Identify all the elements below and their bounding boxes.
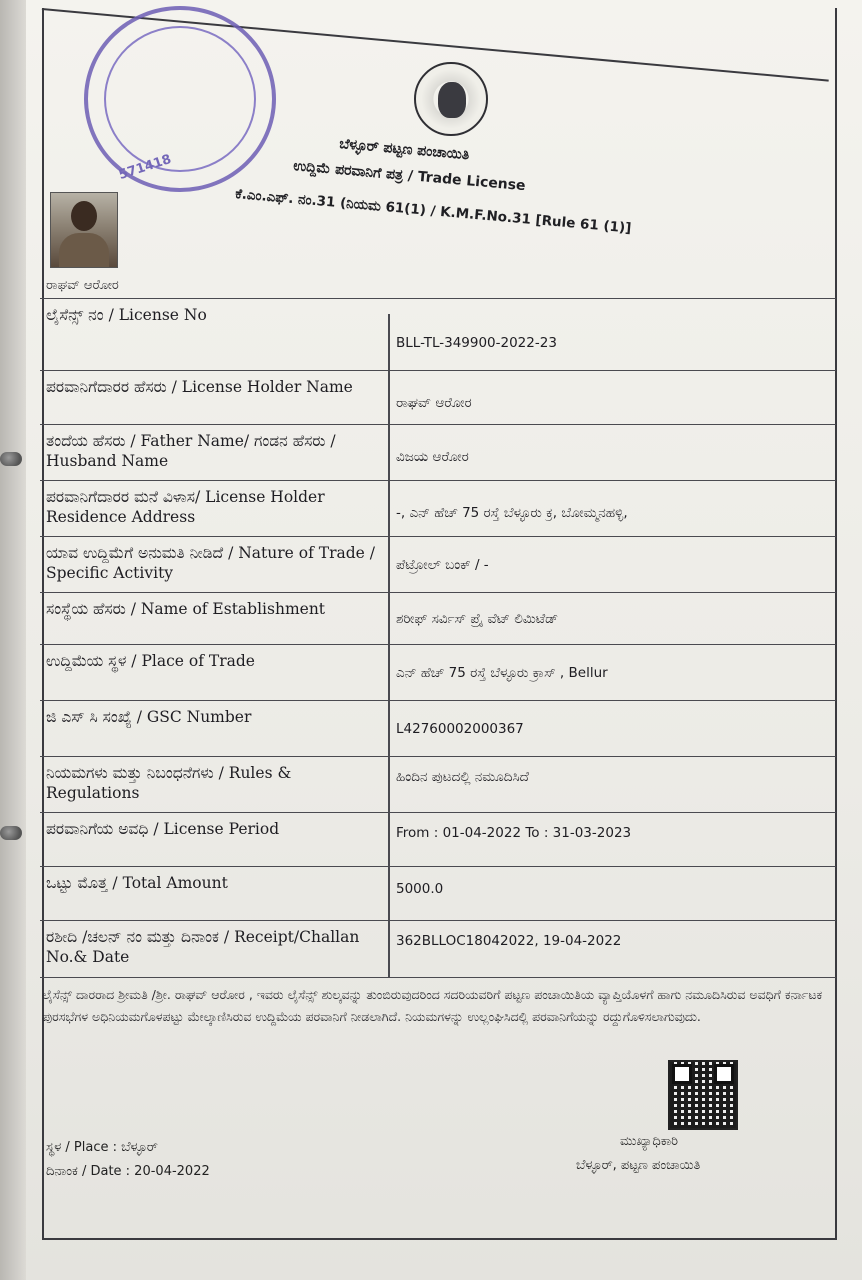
row-value: BLL-TL-349900-2022-23	[396, 335, 557, 351]
row-value: ವಿಜಯ ಆರೋರ	[396, 449, 469, 465]
column-divider	[388, 314, 390, 978]
row-value: 5000.0	[396, 881, 444, 897]
row-label: ಸಂಸ್ಥೆಯ ಹೆಸರು / Name of Establishment	[46, 600, 326, 618]
row-label: ಜಿ ಎಸ್ ಸಿ ಸಂಖ್ಯೆ / GSC Number	[46, 708, 252, 726]
table-row	[40, 700, 836, 757]
date-line: ದಿನಾಂಕ / Date : 20-04-2022	[46, 1164, 210, 1179]
table-row	[40, 480, 836, 537]
document-title: ಉದ್ದಿಮೆ ಪರವಾನಿಗೆ ಪತ್ರ / Trade License	[292, 158, 527, 195]
row-label: ಪರವಾನಿಗೆಯ ಅವಧಿ / License Period	[46, 820, 280, 838]
table-row	[40, 756, 836, 813]
issuing-office: ಬೆಳ್ಳೂರ್, ಪಟ್ಟಣ ಪಂಚಾಯಿತಿ	[576, 1158, 701, 1173]
table-row	[40, 370, 836, 427]
row-label: ರಶೀದಿ /ಚಲನ್ ನಂ ಮತ್ತು ದಿನಾಂಕ / Receipt/Challan No.& Date	[46, 928, 360, 966]
government-emblem	[414, 62, 488, 136]
table-row	[40, 424, 836, 481]
row-label: ತಂದೆಯ ಹೆಸರು / Father Name/ ಗಂಡನ ಹೆಸರು / Husband Name	[46, 432, 336, 470]
table-row	[40, 592, 836, 645]
row-value: ಹಿಂದಿನ ಪುಟದಲ್ಲಿ ನಮೂದಿಸಿದೆ	[396, 769, 529, 785]
row-value: ಎನ್ ಹೆಚ್ 75 ರಸ್ತೆ ಬೆಳ್ಳೂರು ಕ್ರಾಸ್ , Bellur	[396, 665, 608, 681]
table-row	[40, 536, 836, 593]
binder-edge	[0, 0, 26, 1280]
row-value: From : 01-04-2022 To : 31-03-2023	[396, 825, 632, 841]
row-value: ರಾಘವ್ ಆರೋರ	[396, 395, 472, 411]
office-seal	[84, 6, 276, 192]
row-value: L42760002000367	[396, 721, 524, 737]
place-line: ಸ್ಥಳ / Place : ಬೆಳ್ಳೂರ್	[46, 1140, 158, 1155]
table-row	[40, 920, 836, 978]
row-label: ಪರವಾನಿಗೆದಾರರ ಮನೆ ವಿಳಾಸ/ License Holder Residence Address	[46, 488, 325, 526]
license-terms-paragraph: ಲೈಸೆನ್ಸ್ ದಾರರಾದ ಶ್ರೀಮತಿ /ಶ್ರೀ. ರಾಘವ್ ಆರೋರ , ಇವರು ಲೈಸೆನ್ಸ್ ಶುಲ್ಕವನ್ನು ತುಂಬಿರುವುದರಿಂದ ಸದರಿಯವರಿಗೆ ಪಟ್ಟಣ ಪಂಚಾಯಿತಿಯ ವ್ಯಾಪ್ತಿಯೊಳಗೆ ಹಾಗು ನಮೂದಿಸಿರುವ ಅವಧಿಗೆ ಕರ್ನಾಟಕ ಪುರಸಭೆಗಳ ಅಧಿನಿಯಮಗೊಳಪಟ್ಟು ಮೇಲ್ಕಾಣಿಸಿರುವ ಉದ್ದಿಮೆಯ ಪರವಾನಿಗೆ ನೀಡಲಾಗಿದೆ. ನಿಯಮಗಳನ್ನು ಉಲ್ಲಂಘಿಸಿದಲ್ಲಿ ಪರವಾನಿಗೆಯನ್ನು ರದ್ದುಗೊಳಿಸಲಾಗುವುದು.	[42, 987, 823, 1024]
officer-title: ಮುಖ್ಯಾಧಿಕಾರಿ	[620, 1134, 679, 1149]
office-name: ಬೆಳ್ಳೂರ್ ಪಟ್ಟಣ ಪಂಚಾಯಿತಿ	[338, 136, 470, 164]
row-value: ಪೆಟ್ರೋಲ್ ಬಂಕ್ / -	[396, 557, 489, 573]
row-label: ನಿಯಮಗಳು ಮತ್ತು ನಿಬಂಧನೆಗಳು / Rules & Regulations	[46, 764, 292, 802]
row-value: -, ಎನ್ ಹೆಚ್ 75 ರಸ್ತೆ ಬೆಳ್ಳೂರು ಕ್ರ, ಬೋಮ್ಮನಹಳ್ಳಿ,	[396, 505, 628, 521]
table-row	[40, 866, 836, 921]
holder-photo	[50, 192, 118, 268]
binder-ring	[0, 826, 22, 840]
row-value: ಶರೀಫ್ ಸರ್ವಿಸ್ ಪ್ರೈ ವೆಟ್ ಲಿಮಿಟೆಡ್	[396, 611, 559, 627]
row-label: ಒಟ್ಟು ಮೊತ್ತ / Total Amount	[46, 874, 228, 892]
binder-ring	[0, 452, 22, 466]
table-row	[40, 644, 836, 701]
rule-reference: ಕೆ.ಎಂ.ಎಫ್. ನಂ.31 (ನಿಯಮ 61(1) / K.M.F.No.31 [Rule 61 (1)]	[234, 186, 632, 237]
row-label: ಪರವಾನಿಗೆದಾರರ ಹೆಸರು / License Holder Name	[46, 378, 353, 396]
row-value: 362BLLOC18042022, 19-04-2022	[396, 933, 622, 949]
qr-code	[668, 1060, 738, 1130]
row-label: ಲೈಸೆನ್ಸ್ ನಂ / License No	[46, 306, 207, 324]
seal-number: 571418	[117, 151, 174, 184]
table-row	[40, 812, 836, 867]
row-label: ಯಾವ ಉದ್ದಿಮೆಗೆ ಅನುಮತಿ ನೀಡಿದೆ / Nature of Trade / Specific Activity	[46, 544, 375, 582]
row-label: ಉದ್ದಿಮೆಯ ಸ್ಥಳ / Place of Trade	[46, 652, 255, 670]
holder-name-line: ರಾಘವ್ ಆರೋರ	[46, 278, 119, 293]
table-row	[40, 298, 836, 349]
